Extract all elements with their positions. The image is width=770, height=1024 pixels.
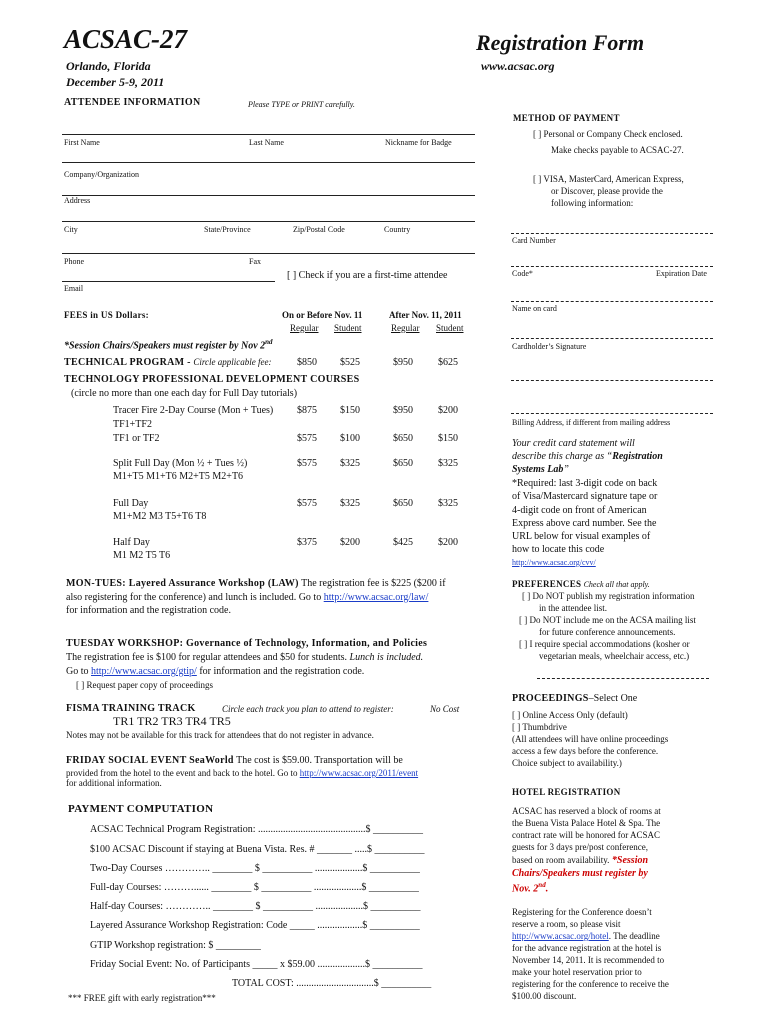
company-label: Company/Organization (64, 170, 139, 179)
fees-regular-2: Regular (391, 323, 420, 333)
card-number-field[interactable] (511, 233, 713, 234)
gtip-heading: TUESDAY WORKSHOP: Governance of Technology, Information, and Policies (66, 638, 428, 649)
name-on-card-label: Name on card (512, 304, 557, 313)
computation-line[interactable]: ACSAC Technical Program Registration: ...........................................$ __________ (90, 824, 423, 835)
total-cost[interactable]: TOTAL COST: ...............................$ __________ (232, 978, 432, 989)
course-full-day-options[interactable]: M1+M2 M3 T5+T6 T8 (113, 511, 207, 522)
code-field[interactable] (511, 266, 713, 267)
fees-col-before: On or Before Nov. 11 (282, 310, 363, 320)
event-dates: December 5-9, 2011 (66, 75, 165, 89)
gtip-link[interactable]: http://www.acsac.org/gtip/ (91, 666, 197, 677)
tech-price-regular-late[interactable]: $950 (393, 357, 413, 368)
expiration-label: Expiration Date (656, 269, 707, 278)
zip-label: Zip/Postal Code (293, 225, 345, 234)
fisma-heading: FISMA TRAINING TRACK (66, 703, 196, 714)
social-line-1: FRIDAY SOCIAL EVENT SeaWorld The cost is $59.00. Transportation will be (66, 755, 403, 766)
law-line-1: MON-TUES: Layered Assurance Workshop (LAW) The registration fee is $225 ($200 if (66, 578, 446, 589)
course-tracer-fire-name: Tracer Fire 2-Day Course (Mon + Tues) (113, 405, 274, 416)
course-price[interactable]: $325 (340, 498, 360, 509)
billing-field-1[interactable] (511, 380, 713, 381)
course-price[interactable]: $650 (393, 458, 413, 469)
city-line[interactable] (62, 221, 475, 222)
hotel-line: contract rate will be honored for ACSAC (512, 830, 660, 840)
preference-no-mailing[interactable]: [ ] Do NOT include me on the ACSA mailing list (519, 615, 696, 625)
hotel-line: ACSAC has reserved a block of rooms at (512, 806, 661, 816)
course-price[interactable]: $150 (438, 433, 458, 444)
hotel-line: reserve a room, so please visit (512, 919, 621, 929)
preference-accommodations[interactable]: [ ] I require special accommodations (kosher or (519, 639, 690, 649)
early-gift-note: *** FREE gift with early registration*** (68, 993, 216, 1003)
proceedings-header: PROCEEDINGS–Select One (512, 693, 638, 704)
hotel-line: the Buena Vista Palace Hotel & Spa. The (512, 818, 661, 828)
law-line-3: for information and the registration code. (66, 605, 231, 616)
course-price[interactable]: $575 (297, 458, 317, 469)
tech-program-row: TECHNICAL PROGRAM - Circle applicable fee: (64, 357, 272, 368)
address-label: Address (64, 196, 91, 205)
fees-heading: FEES in US Dollars: (64, 310, 149, 320)
law-link[interactable]: http://www.acsac.org/law/ (323, 592, 429, 603)
hotel-line: for the advance registration at the hotel is (512, 943, 662, 953)
tech-price-regular-early[interactable]: $850 (297, 357, 317, 368)
course-price[interactable]: $325 (438, 498, 458, 509)
hotel-link[interactable]: http://www.acsac.org/hotel (512, 931, 609, 941)
first-name-label: First Name (64, 138, 100, 147)
company-line[interactable] (62, 162, 475, 163)
course-price[interactable]: $200 (340, 537, 360, 548)
card-option[interactable]: [ ] VISA, MasterCard, American Express, (533, 174, 684, 184)
required-line: URL below for visual examples of (512, 531, 651, 542)
computation-line[interactable]: GTIP Workshop registration: $ _________ (90, 940, 261, 951)
social-line-2: provided from the hotel to the event and back to the hotel. Go to http://www.acsac.org/2011/event (66, 768, 419, 778)
name-on-card-field[interactable] (511, 301, 713, 302)
website: www.acsac.org (481, 59, 555, 73)
gtip-line-2: Go to http://www.acsac.org/gtip/ for information and the registration code. (66, 666, 365, 677)
course-price[interactable]: $650 (393, 498, 413, 509)
fees-regular-1: Regular (290, 323, 319, 333)
hotel-line: registering for the conference to receive the (512, 979, 669, 989)
course-price[interactable]: $375 (297, 537, 317, 548)
course-price[interactable]: $200 (438, 537, 458, 548)
gtip-line-1: The registration fee is $100 for regular attendees and $50 for students. Lunch is included. (66, 652, 424, 663)
computation-line[interactable]: Layered Assurance Workshop Registration: Code _____ ..................$ __________ (90, 920, 420, 931)
required-line: how to locate this code (512, 544, 605, 555)
course-price[interactable]: $425 (393, 537, 413, 548)
country-label: Country (384, 225, 411, 234)
card-option-line2: or Discover, please provide the (551, 186, 663, 196)
required-line: of Visa/Mastercard signature tape or (512, 491, 658, 502)
course-tracer-fire-options[interactable]: TF1+TF2 (113, 419, 152, 430)
statement-line-3: Systems Lab” (512, 464, 569, 475)
required-line: *Required: last 3-digit code on back (512, 478, 658, 489)
phone-label: Phone (64, 257, 84, 266)
course-tf-single-name[interactable]: TF1 or TF2 (113, 433, 160, 444)
computation-line[interactable]: Friday Social Event: No. of Participants _____ x $59.00 ...................$ __________ (90, 959, 423, 970)
course-price[interactable]: $650 (393, 433, 413, 444)
course-price[interactable]: $950 (393, 405, 413, 416)
phone-line[interactable] (62, 253, 475, 254)
courses-note: (circle no more than one each day for Full Day tutorials) (71, 388, 298, 399)
fisma-tracks[interactable]: TR1 TR2 TR3 TR4 TR5 (113, 714, 231, 728)
code-label: Code* (512, 269, 533, 278)
course-price[interactable]: $875 (297, 405, 317, 416)
check-payable: Make checks payable to ACSAC-27. (551, 145, 684, 155)
proceedings-online[interactable]: [ ] Online Access Only (default) (512, 710, 628, 720)
preference-line: for future conference announcements. (539, 627, 676, 637)
course-price[interactable]: $575 (297, 498, 317, 509)
required-line: 4-digit code on front of American (512, 505, 647, 516)
card-number-label: Card Number (512, 236, 556, 245)
last-name-label: Last Name (249, 138, 284, 147)
cvv-link[interactable]: http://www.acsac.org/cvv/ (512, 558, 596, 567)
state-label: State/Province (204, 225, 251, 234)
hotel-line: Registering for the Conference doesn’t (512, 907, 652, 917)
attendee-instruction: Please TYPE or PRINT carefully. (248, 100, 355, 109)
hotel-speaker-note: Chairs/Speakers must register by (512, 868, 648, 879)
address-line[interactable] (62, 195, 475, 196)
hotel-link-line: http://www.acsac.org/hotel. The deadline (512, 931, 660, 941)
proceedings-thumbdrive[interactable]: [ ] Thumbdrive (512, 722, 567, 732)
billing-field-2[interactable] (511, 413, 713, 414)
hotel-line: November 14, 2011. It is recommended to (512, 955, 665, 965)
course-price[interactable]: $200 (438, 405, 458, 416)
course-half-day-name: Half Day (113, 537, 150, 548)
fees-student-2: Student (436, 323, 464, 333)
session-note: *Session Chairs/Speakers must register by Nov 2nd (64, 338, 273, 352)
course-half-day-options[interactable]: M1 M2 T5 T6 (113, 550, 171, 561)
fees-student-1: Student (334, 323, 362, 333)
course-split-name: Split Full Day (Mon ½ + Tues ½) (113, 458, 248, 469)
course-price[interactable]: $150 (340, 405, 360, 416)
fax-label: Fax (249, 257, 261, 266)
location: Orlando, Florida (66, 59, 151, 73)
proceedings-note: (All attendees will have online proceedings (512, 734, 669, 744)
payment-heading: METHOD OF PAYMENT (513, 113, 620, 123)
check-option[interactable]: [ ] Personal or Company Check enclosed. (533, 129, 683, 139)
required-line: Express above card number. See the (512, 518, 657, 529)
tech-price-student-late[interactable]: $625 (438, 357, 458, 368)
preference-no-publish[interactable]: [ ] Do NOT publish my registration information (522, 591, 695, 601)
course-price[interactable]: $325 (340, 458, 360, 469)
fisma-cost: No Cost (430, 704, 460, 714)
conference-title: ACSAC-27 (64, 24, 188, 54)
card-option-line3: following information: (551, 198, 634, 208)
fisma-note: Circle each track you plan to attend to register: (222, 704, 394, 714)
signature-field[interactable] (511, 338, 713, 339)
proceedings-note: access a few days before the conference. (512, 746, 659, 756)
course-price[interactable]: $100 (340, 433, 360, 444)
hotel-line: guests for 3 days pre/post conference, (512, 842, 648, 852)
first-time-checkbox[interactable]: [ ] Check if you are a first-time attendee (287, 270, 448, 281)
accommodations-field[interactable] (537, 678, 709, 679)
social-line-3: for additional information. (66, 778, 162, 788)
course-price[interactable]: $575 (297, 433, 317, 444)
attendee-heading: ATTENDEE INFORMATION (64, 97, 201, 108)
paper-proceedings-checkbox[interactable]: [ ] Request paper copy of proceedings (76, 680, 213, 690)
course-full-day-name: Full Day (113, 498, 149, 509)
courses-heading: TECHNOLOGY PROFESSIONAL DEVELOPMENT COURSES (64, 374, 360, 385)
course-split-options[interactable]: M1+T5 M1+T6 M2+T5 M2+T6 (113, 471, 244, 482)
statement-line-2: describe this charge as “Registration (512, 451, 663, 462)
nickname-label: Nickname for Badge (385, 138, 452, 147)
preferences-header: PREFERENCES Check all that apply. (512, 579, 650, 589)
hotel-avail-line: based on room availability. *Session (512, 855, 649, 866)
social-event-link[interactable]: http://www.acsac.org/2011/event (299, 768, 419, 778)
tech-price-student-early[interactable]: $525 (340, 357, 360, 368)
email-label: Email (64, 284, 84, 293)
name-line[interactable] (62, 134, 475, 135)
fisma-availability: Notes may not be available for this track for attendees that do not register in advance. (66, 730, 374, 740)
billing-label: Billing Address, if different from mailing address (512, 418, 671, 427)
hotel-line: $100.00 discount. (512, 991, 577, 1001)
statement-line-1: Your credit card statement will (512, 438, 635, 449)
law-line-2: also registering for the conference) and lunch is included. Go to http://www.acsac.org/law/ (66, 592, 429, 603)
computation-heading: PAYMENT COMPUTATION (68, 803, 214, 815)
form-title: Registration Form (476, 30, 645, 55)
computation-line[interactable]: Full-day Courses: ………...... ________ $ __________ ...................$ __________ (90, 882, 419, 893)
signature-label: Cardholder’s Signature (512, 342, 587, 351)
hotel-line: make your hotel reservation prior to (512, 967, 642, 977)
proceedings-note: Choice subject to availability.) (512, 758, 622, 768)
computation-line[interactable]: $100 ACSAC Discount if staying at Buena Vista. Res. # _______ .....$ __________ (90, 844, 425, 855)
hotel-heading: HOTEL REGISTRATION (512, 787, 621, 797)
computation-line[interactable]: Two-Day Courses ………….. ________ $ __________ ...................$ __________ (90, 863, 420, 874)
preference-line: in the attendee list. (539, 603, 607, 613)
course-price[interactable]: $325 (438, 458, 458, 469)
city-label: City (64, 225, 78, 234)
hotel-speaker-date: Nov. 2nd. (512, 881, 549, 895)
preference-line: vegetarian meals, wheelchair access, etc.) (539, 651, 690, 661)
email-line[interactable] (62, 281, 275, 282)
fees-col-after: After Nov. 11, 2011 (389, 310, 462, 320)
computation-line[interactable]: Half-day Courses: ………….. ________ $ __________ ...................$ __________ (90, 901, 421, 912)
